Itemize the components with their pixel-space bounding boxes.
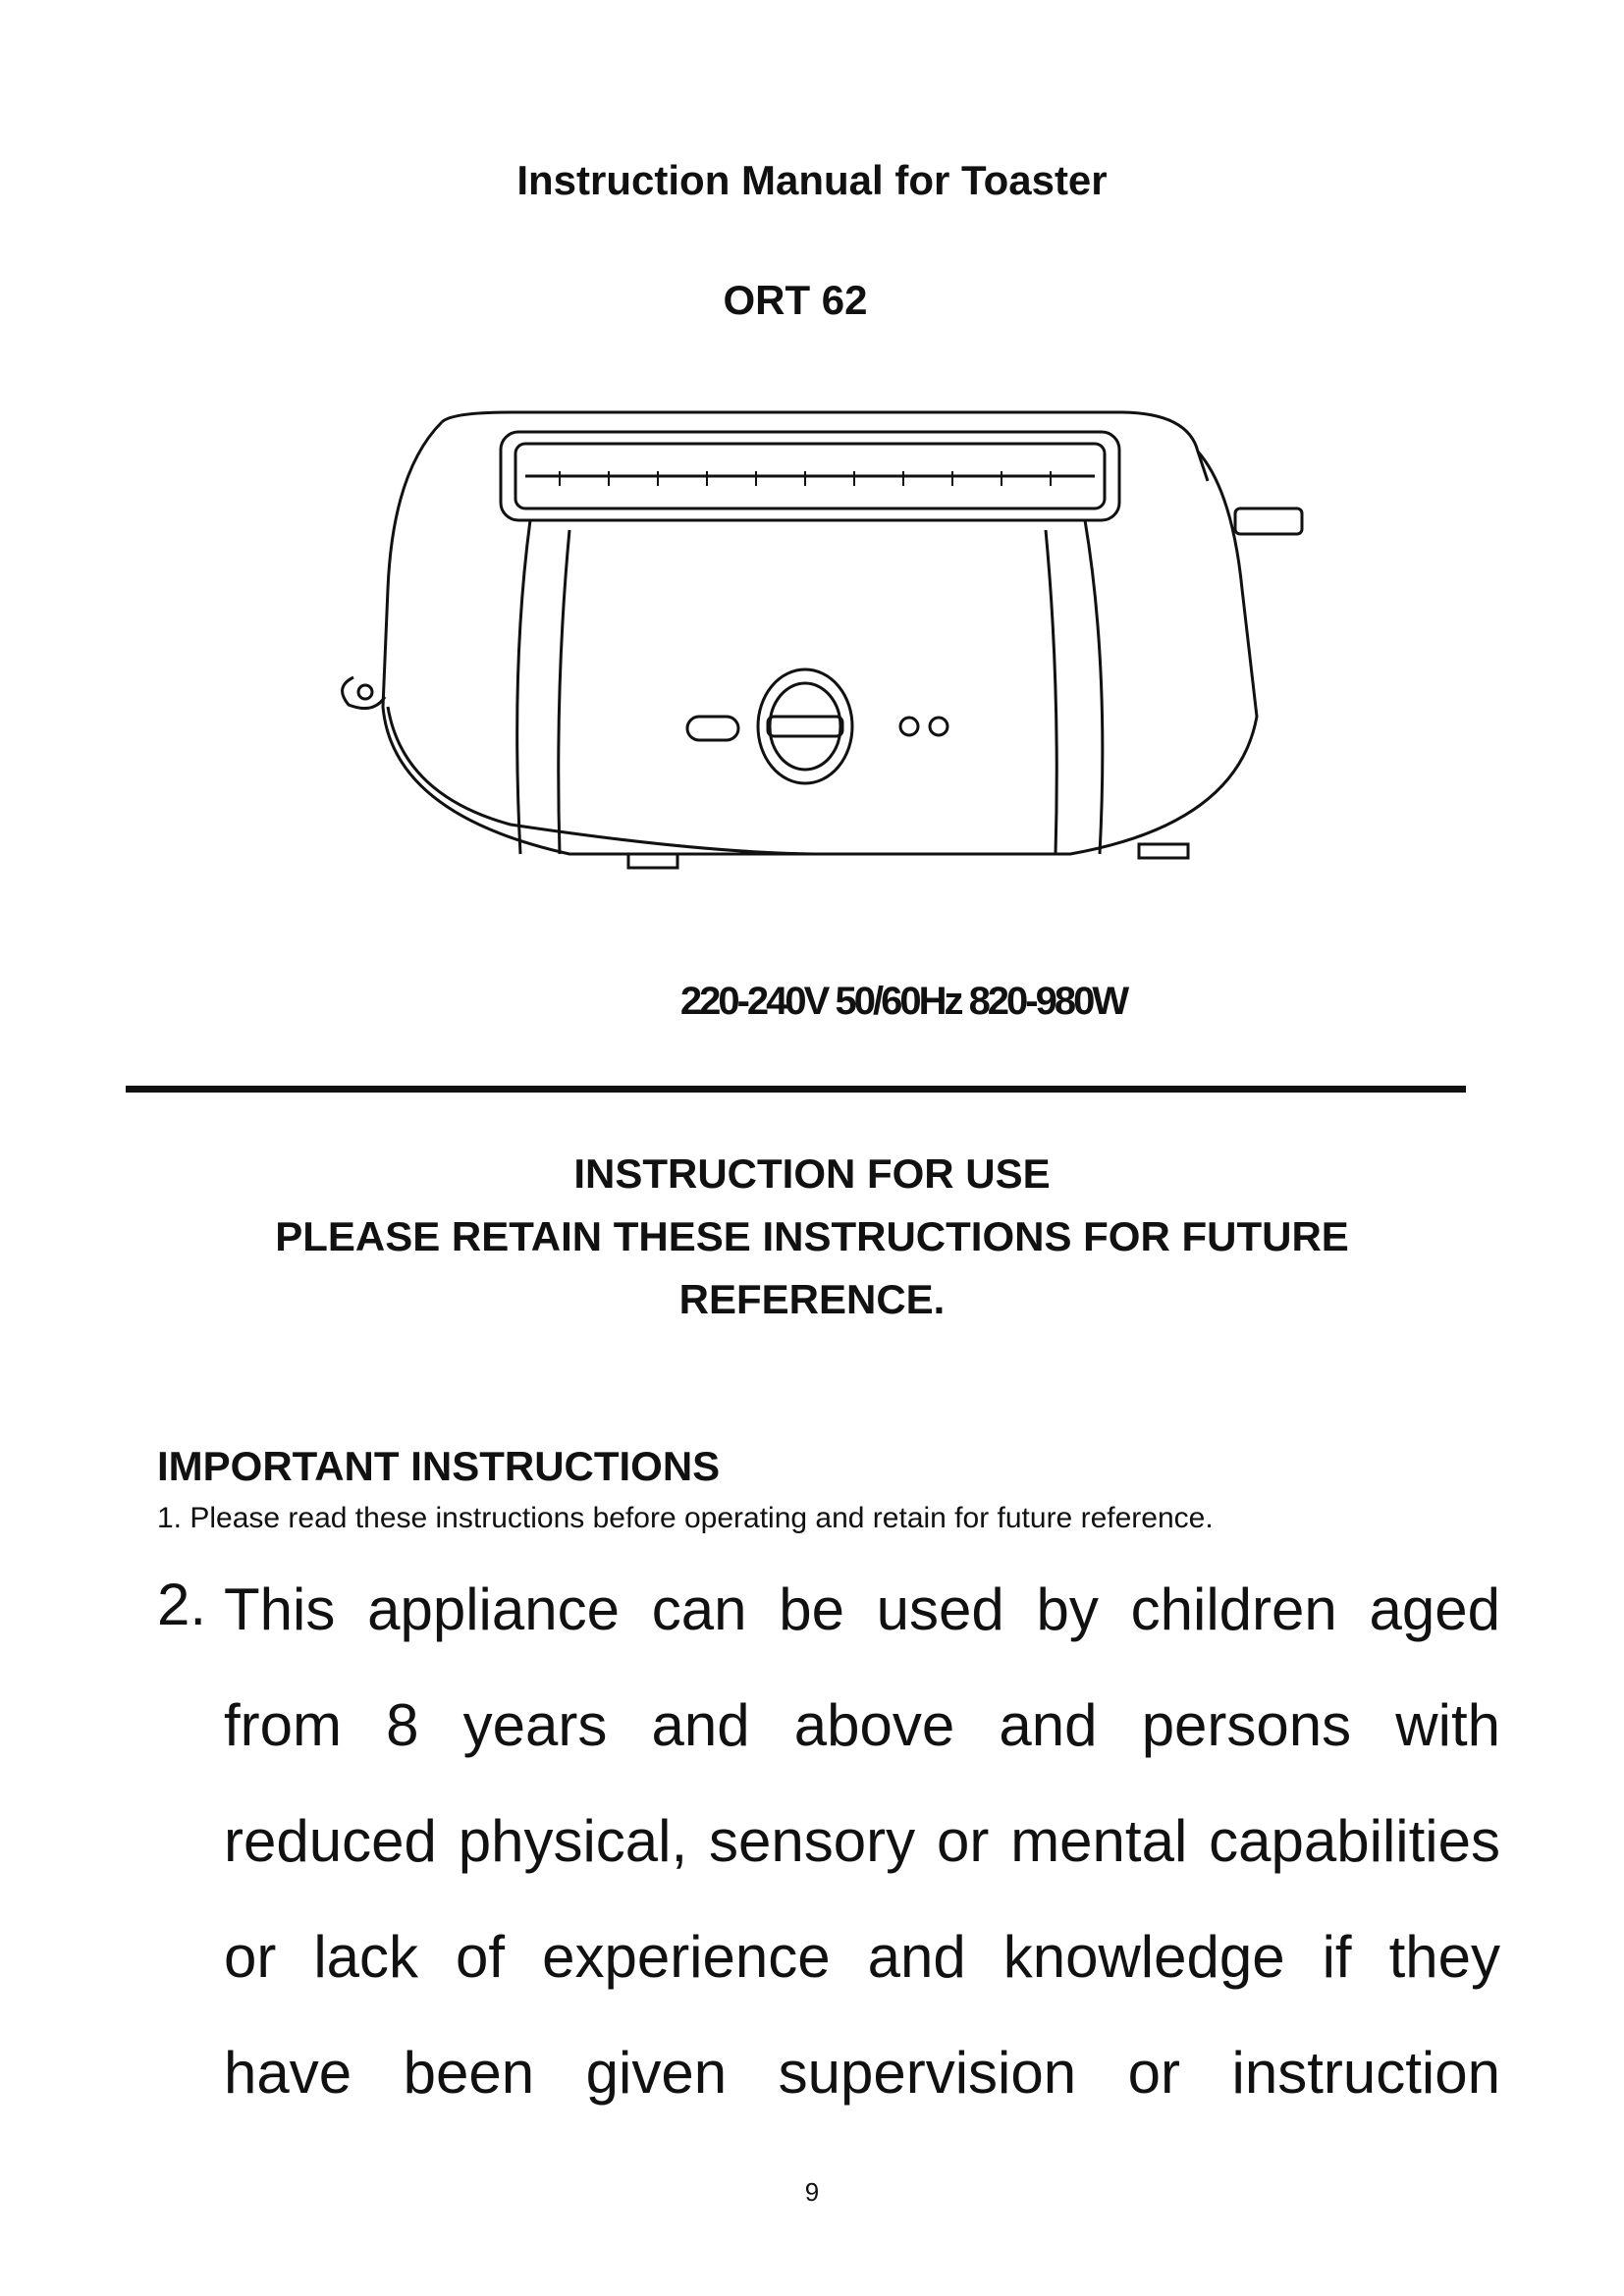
- heading-important-instructions: IMPORTANT INSTRUCTIONS: [157, 1443, 721, 1489]
- instruction-line: or lack of experience and knowledge if they: [224, 1924, 1500, 1990]
- model-number: ORT 62: [723, 277, 868, 323]
- document-title: Instruction Manual for Toaster: [516, 157, 1108, 203]
- heading-instruction-for-use: INSTRUCTION FOR USE: [573, 1150, 1051, 1197]
- divider-rule: [126, 1086, 1466, 1093]
- instruction-line: have been given supervision or instruction: [224, 2040, 1500, 2106]
- instruction-item-2-number: 2.: [157, 1572, 207, 1637]
- heading-retain-text: PLEASE RETAIN THESE INSTRUCTIONS FOR FUTURE REFERENCE.: [275, 1213, 1349, 1322]
- heading-retain-instructions: [0, 1205, 1624, 1331]
- instruction-item-1: 1. Please read these instructions before operating and retain for future reference.: [157, 1502, 1214, 1534]
- instruction-line: reduced physical, sensory or mental capabilities: [224, 1808, 1500, 1874]
- page-number: 9: [804, 2177, 820, 2207]
- instruction-line: This appliance can be used by children aged: [224, 1576, 1500, 1642]
- instruction-item-2-text: [224, 1571, 1500, 2150]
- electrical-spec: 220-240V 50/60Hz 820-980W: [679, 980, 1127, 1023]
- toaster-illustration: [314, 393, 1326, 903]
- instruction-line: from 8 years and above and persons with: [224, 1692, 1500, 1758]
